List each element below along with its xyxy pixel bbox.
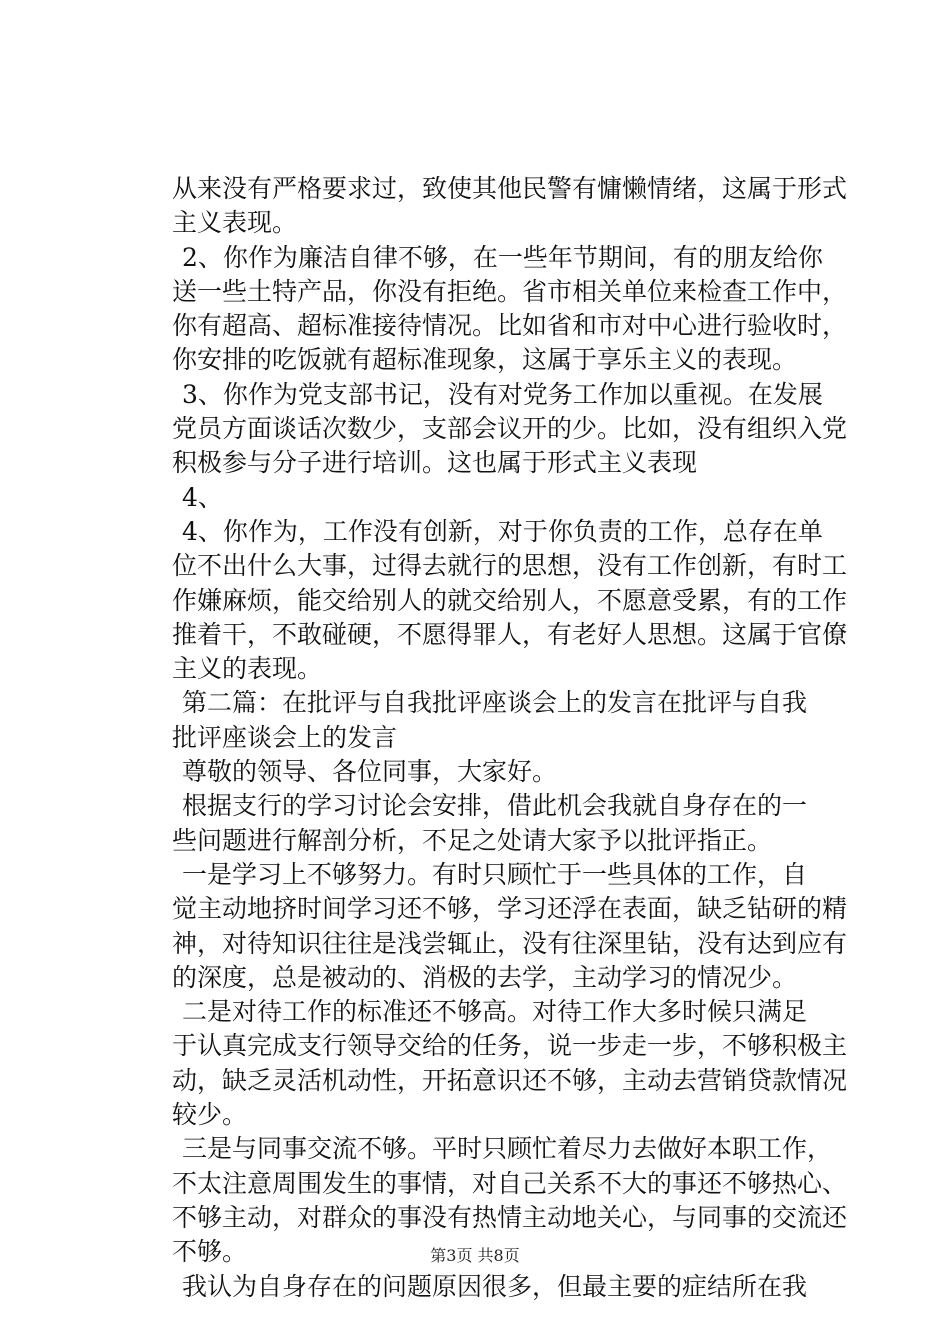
text-line: 位不出什么大事，过得去就行的思想，没有工作创新，有时工 [172,551,848,581]
text-line: 推着干，不敢碰硬，不愿得罪人，有老好人思想。这属于官僚 [172,619,848,649]
text-line: 不太注意周围发生的事情，对自己关系不大的事还不够热心、 [172,1168,848,1198]
text-line: 神，对待知识往往是浅尝辄止，没有往深里钻，没有达到应有 [172,928,848,958]
text-line: 主义表现。 [172,208,298,238]
page-number-footer: 第3页 共8页 [430,1246,520,1265]
text-line: 二是对待工作的标准还不够高。对待工作大多时候只满足 [182,997,808,1027]
text-line: 我认为自身存在的问题原因很多，但最主要的症结所在我 [182,1271,808,1301]
document-body [172,172,848,1304]
text-line: 三是与同事交流不够。平时只顾忙着尽力去做好本职工作， [182,1134,833,1164]
text-line: 于认真完成支行领导交给的任务，说一步走一步，不够积极主 [172,1031,848,1061]
text-line: 3、你作为党支部书记，没有对党务工作加以重视。在发展 [182,379,823,409]
text-line: 主义的表现。 [172,654,323,684]
text-line: 作嫌麻烦，能交给别人的就交给别人，不愿意受累，有的工作 [172,585,848,615]
text-line: 积极参与分子进行培训。这也属于形式主义表现 [172,448,698,478]
text-line: 根据支行的学习讨论会安排，借此机会我就自身存在的一 [182,791,808,821]
section-heading: 批评座谈会上的发言 [172,722,398,752]
section-heading: 第二篇：在批评与自我批评座谈会上的发言在批评与自我 [182,688,808,718]
text-line: 的深度，总是被动的、消极的去学，主动学习的情况少。 [172,962,798,992]
text-line: 从来没有严格要求过，致使其他民警有慵懒情绪，这属于形式 [172,174,848,203]
text-line: 2、你作为廉洁自律不够，在一些年节期间，有的朋友给你 [182,242,823,272]
text-line: 4、 [182,482,223,512]
text-line: 党员方面谈话次数少，支部会议开的少。比如，没有组织入党 [172,414,848,444]
text-line: 送一些土特产品，你没有拒绝。省市相关单位来检查工作中， [172,276,848,306]
text-line: 不够主动，对群众的事没有热情主动地关心，与同事的交流还 [172,1202,848,1232]
text-line: 动，缺乏灵活机动性，开拓意识还不够，主动去营销贷款情况 [172,1065,848,1095]
text-line: 不够。 [172,1237,248,1267]
text-line: 尊敬的领导、各位同事，大家好。 [182,757,558,787]
text-line: 较少。 [172,1100,248,1130]
text-line: 你有超高、超标准接待情况。比如省和市对中心进行验收时， [172,311,848,341]
text-line: 些问题进行解剖分析，不足之处请大家予以批评指正。 [172,825,773,855]
text-line: 一是学习上不够努力。有时只顾忙于一些具体的工作，自 [182,859,808,889]
text-line: 4、你作为，工作没有创新，对于你负责的工作，总存在单 [182,516,823,546]
text-line: 你安排的吃饭就有超标准现象，这属于享乐主义的表现。 [172,345,798,375]
text-line: 觉主动地挤时间学习还不够，学习还浮在表面，缺乏钻研的精 [172,894,848,924]
